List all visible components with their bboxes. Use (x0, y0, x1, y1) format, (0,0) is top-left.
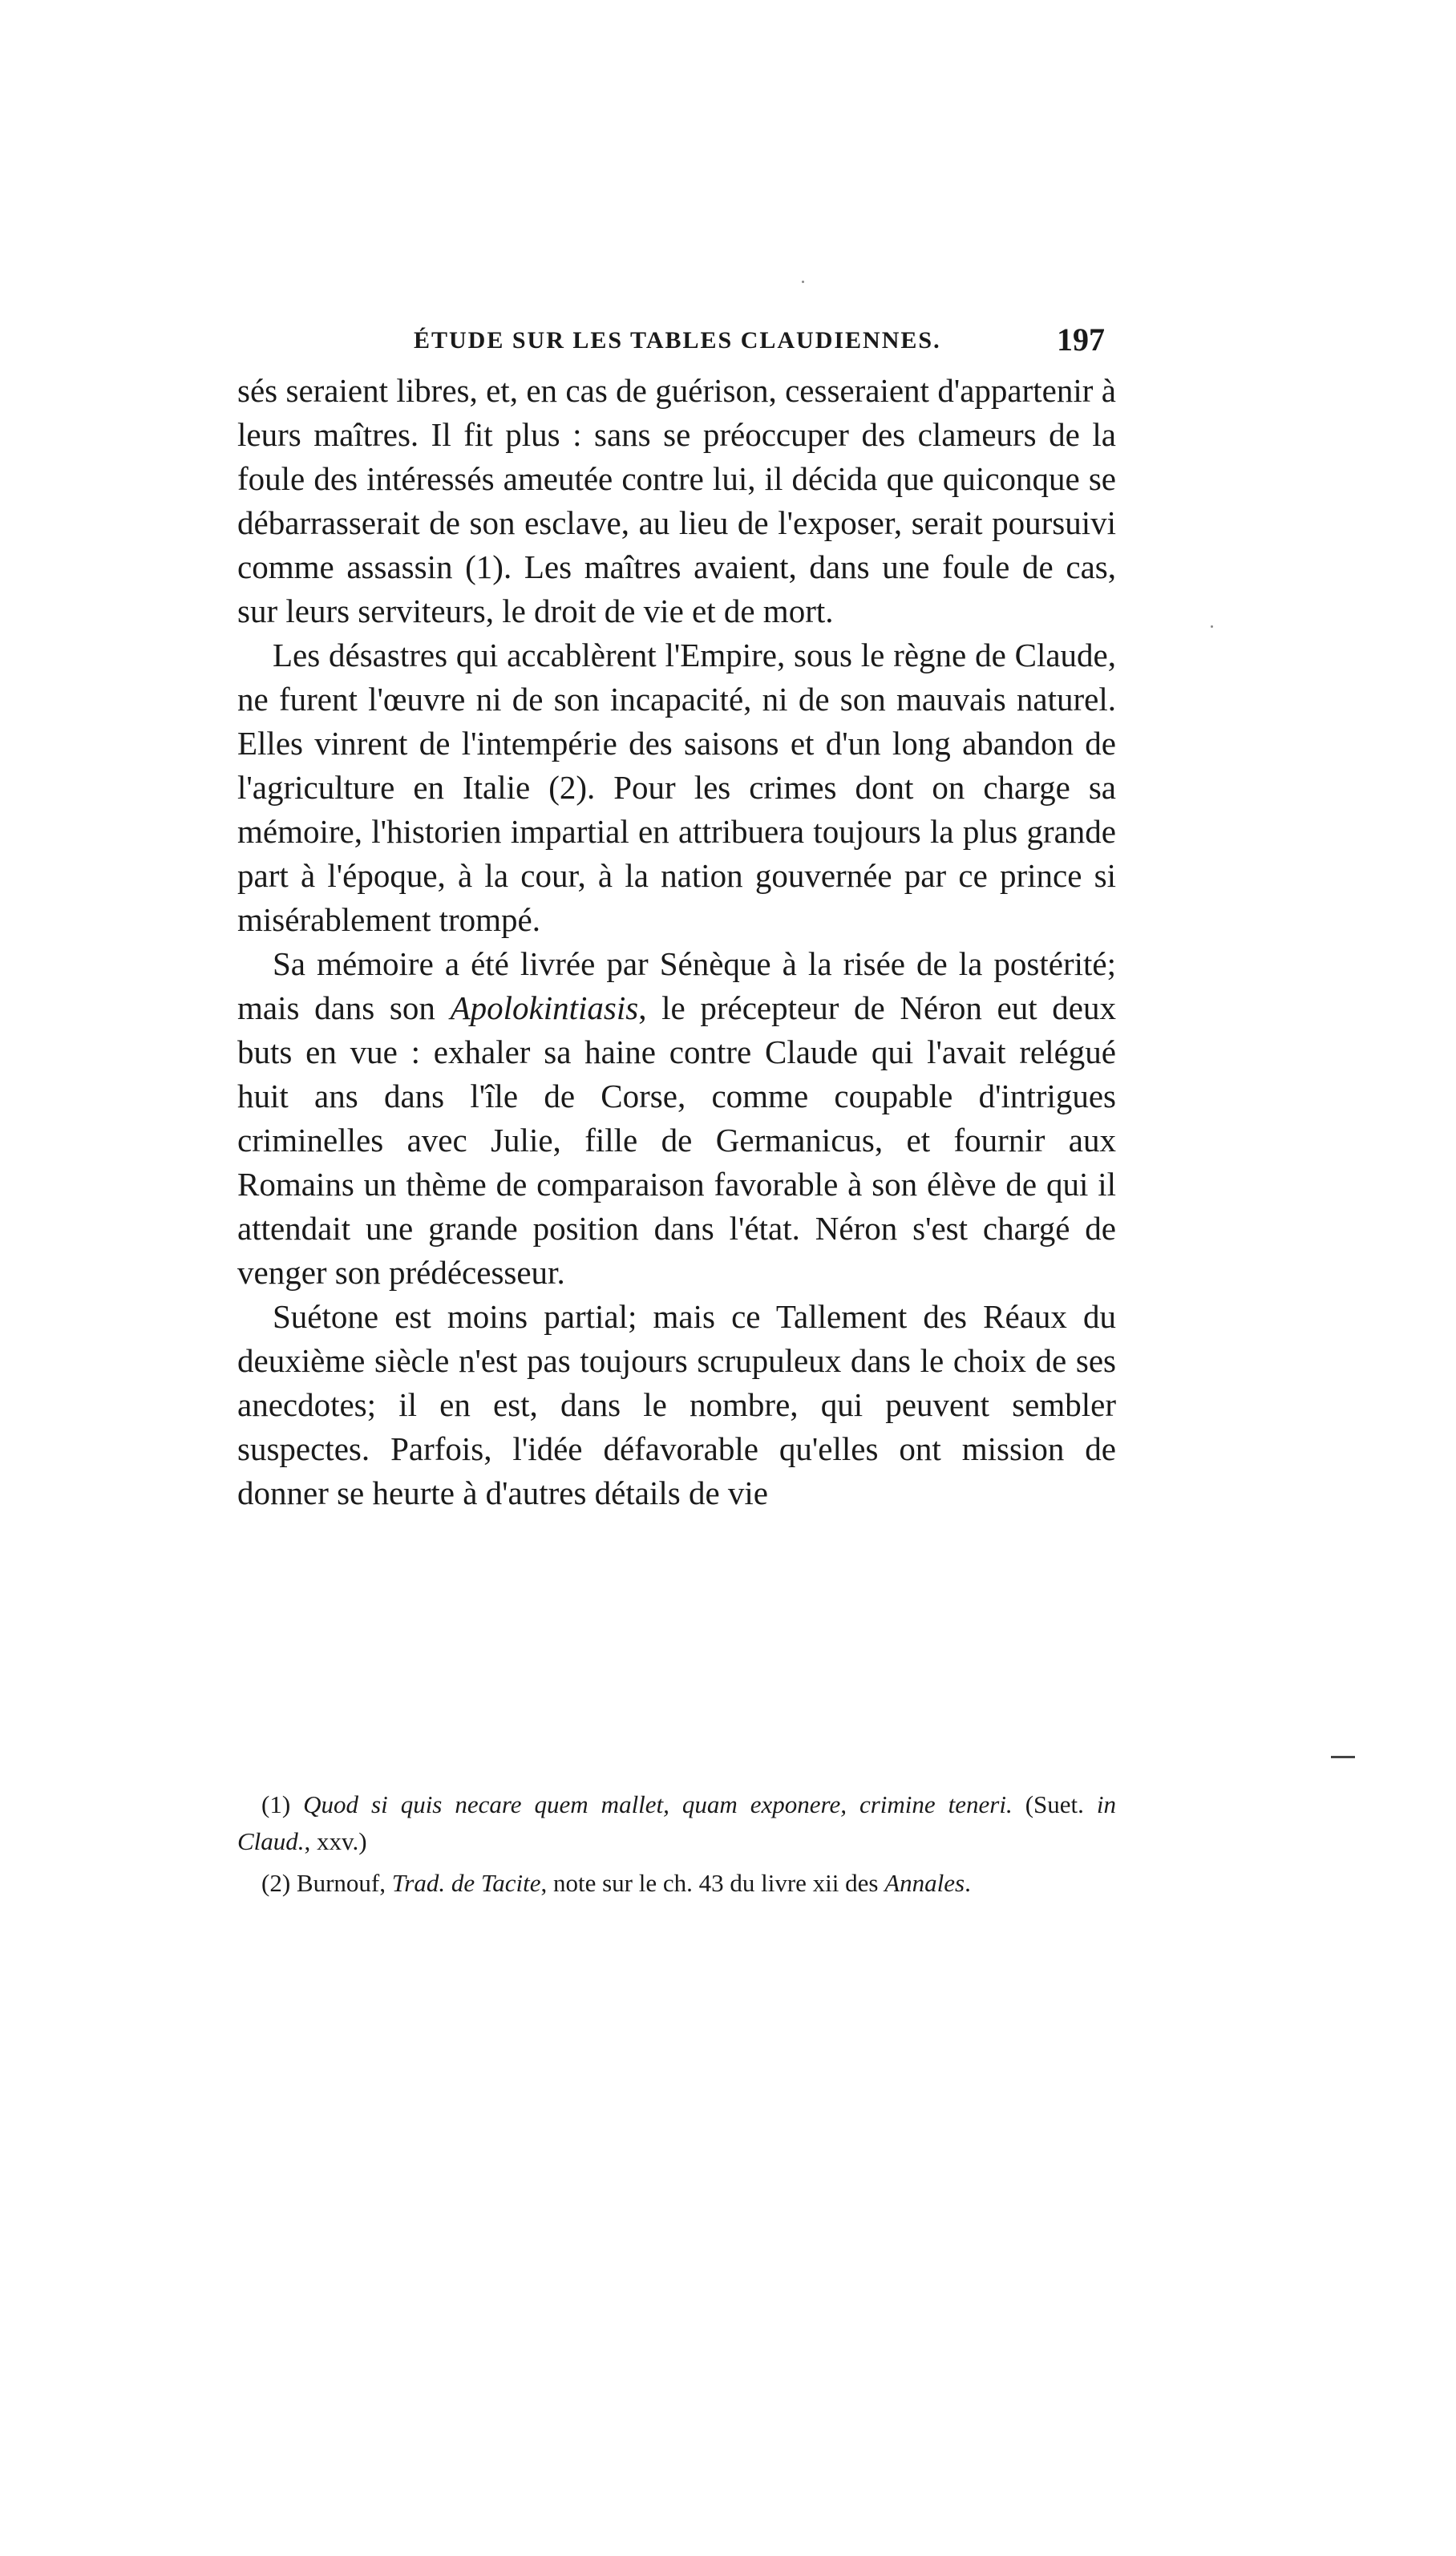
footnote-quote: Quod si quis necare quem mallet, quam exponere, crimine teneri. (303, 1790, 1013, 1818)
work-title-apolokintiasis: Apolokintiasis (450, 989, 639, 1026)
scan-mark (1331, 1756, 1355, 1758)
scan-speck (1211, 625, 1213, 628)
footnote-text-end: . (965, 1869, 971, 1897)
footnote-citation: in Claud. (237, 1790, 1117, 1855)
footnote-text: Burnouf, (290, 1869, 392, 1897)
footnote-work-title: Trad. de Tacite (391, 1869, 541, 1897)
paragraph-3-text-cont: , le précepteur de Néron eut deux buts en vue : exhaler sa haine contre Claude qui l'avait relégué huit ans dans l'île de Corse, comme coupable d'intrigues criminelles avec Julie, fille de Germanicus, et fournir aux Romains un thème de comparaison favorable à son élève de qui il attendait une grande position dans l'état. Néron s'est chargé de venger son prédécesseur. (237, 989, 1117, 1291)
footnote-marker: (1) (261, 1790, 291, 1818)
footnote-text-mid: , note sur le ch. 43 du livre xii des (540, 1869, 885, 1897)
footnote-text: (Suet. (1012, 1790, 1097, 1818)
book-page (237, 321, 1116, 1515)
footnote-text-end: , xxv.) (304, 1827, 367, 1855)
body-text (237, 369, 1116, 1515)
paragraph-2: Les désastres qui accablèrent l'Empire, sous le règne de Claude, ne furent l'œuvre ni de son incapacité, ni de son mauvais naturel. Elles vinrent de l'intempérie des saisons et d'un long abandon de l'agriculture en Italie (2). Pour les crimes dont on charge sa mémoire, l'historien impartial en attribuera toujours la plus grande part à l'époque, à la cour, à la nation gouvernée par ce prince si misérablement trompé. (237, 637, 1116, 938)
footnote-1 (237, 1786, 1116, 1860)
paragraph-3-text: Sa mémoire a été livrée par Sénèque à la risée de la postérité; mais dans son (237, 945, 1116, 1026)
paragraph-3 (237, 942, 1116, 1295)
paragraph-1: sés seraient libres, et, en cas de guérison, cesseraient d'appartenir à leurs maîtres. Il fit plus : sans se préoccuper des clameurs de la foule des intéressés ameutée contre lui, il décida que quiconque se débarrasserait de son esclave, au lieu de l'exposer, serait poursuivi comme assassin (1). Les maîtres avaient, dans une foule de cas, sur leurs serviteurs, le droit de vie et de mort. (237, 372, 1116, 629)
footnote-2 (237, 1865, 1116, 1902)
scan-speck (802, 281, 804, 283)
running-title: ÉTUDE SUR LES TABLES CLAUDIENNES. (414, 327, 941, 354)
paragraph-4: Suétone est moins partial; mais ce Tallement des Réaux du deuxième siècle n'est pas toujours scrupuleux dans le choix de ses anecdotes; il en est, dans le nombre, qui peuvent sembler suspectes. Parfois, l'idée défavorable qu'elles ont mission de donner se heurte à d'autres détails de vie (237, 1298, 1116, 1511)
running-head (237, 321, 1116, 369)
footnote-marker: (2) (261, 1869, 291, 1897)
footnotes (237, 1786, 1116, 1907)
footnote-work-title-2: Annales (884, 1869, 965, 1897)
page-number: 197 (1057, 322, 1105, 358)
